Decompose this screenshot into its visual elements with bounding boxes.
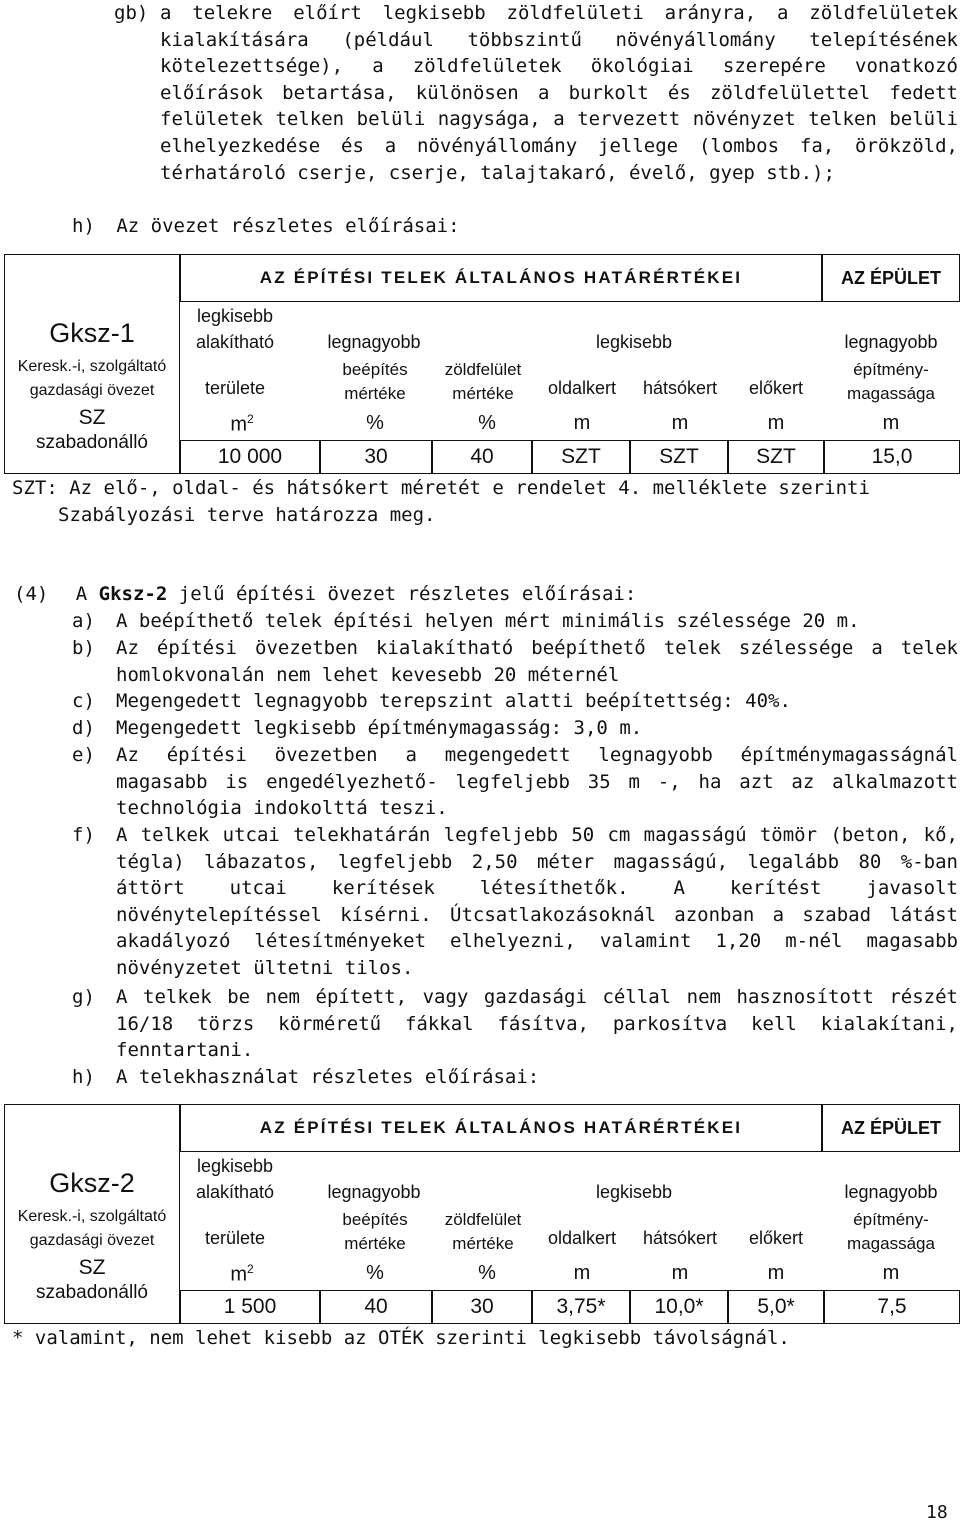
value-built: 40 bbox=[364, 1295, 388, 1318]
item-b: b) Az építési övezetben kialakítható beépíthető telek szélessége a telek homlokvonalán nem lehet kevesebb 20 méternél bbox=[72, 637, 958, 686]
page-number: 18 bbox=[926, 1502, 948, 1523]
item-c: c) Megengedett legnagyobb terepszint alatti beépítettség: 40%. bbox=[72, 690, 791, 712]
item-g: g) A telkek be nem épített, vagy gazdasági céllal nem hasznosított részét 16/18 törzs körméretű fákkal fásítva, parkosítva kell kialakítani, fenntartani. bbox=[72, 986, 958, 1062]
col-built-2: mértéke bbox=[344, 1234, 406, 1253]
unit-green: % bbox=[478, 412, 496, 434]
value-green: 30 bbox=[470, 1295, 494, 1318]
col-area-1: legkisebb bbox=[196, 306, 274, 326]
col-max: legnagyobb bbox=[327, 1182, 421, 1202]
list-item-gb bbox=[114, 0, 958, 186]
col-built-1: beépítés bbox=[342, 1210, 408, 1229]
col-green-2: mértéke bbox=[452, 384, 514, 403]
zone-code: Gksz-1 bbox=[49, 318, 135, 348]
value-back: SZT bbox=[659, 445, 699, 468]
zone-code: Gksz-2 bbox=[49, 1168, 135, 1198]
value-green: 40 bbox=[470, 445, 494, 468]
value-built: 30 bbox=[364, 445, 388, 468]
value-area: 1 500 bbox=[223, 1295, 277, 1318]
item-a: a) A beépíthető telek építési helyen mért minimális szélessége 20 m. bbox=[72, 610, 860, 632]
unit-built: % bbox=[366, 1262, 384, 1284]
value-side: SZT bbox=[561, 445, 601, 468]
zone-type-desc: szabadonálló bbox=[36, 432, 148, 453]
item-e: e) Az építési övezetben a megengedett legnagyobb építménymagasságnál magasabb is engedélyezhető- legfeljebb 35 m -, ha azt az alkalmazott technológia indokolttá teszi. bbox=[72, 744, 958, 820]
col-side: oldalkert bbox=[547, 378, 617, 398]
zone-desc-2: gazdasági övezet bbox=[29, 382, 155, 399]
table-header: AZ ÉPÍTÉSI TELEK ÁLTALÁNOS HATÁRÉRTÉKEI bbox=[259, 268, 743, 287]
item-f: f) A telkek utcai telekhatárán legfeljebb 50 cm magasságú tömör (beton, kő, tégla) lábazatos, legfeljebb 2,50 méter magasságú, legalább 80 %-ban áttört utcai kerítések létesíthetők. A kerítést javasolt növénytelepítéssel kísérni. Útcsatlakozásoknál azonban a szabad látást akadályozó létesítményeket elhelyezni, valamint 1,20 m-nél magasabb növényzetet ültetni tilos. bbox=[72, 824, 958, 979]
list-text: a telekre előírt legkisebb zöldfelületi arányra, a zöldfelületek kialakítására (például többszintű növényállomány telepítésének kötelezettsége), a zöldfelületek ökológiai szerepére vonatkozó előírások betartása, különösen a burkolt és zöldfelülettel fedett felületek telken belüli nagysága, a tervezett növényzet telken belüli elhelyezkedése és a növényállomány jellege (lombos fa, örökzöld, térhatároló cserje, cserje, talajtakaró, évelő, gyep stb.); bbox=[160, 2, 958, 184]
col-back: hátsókert bbox=[642, 1228, 718, 1248]
value-height: 15,0 bbox=[871, 445, 913, 468]
unit-front: m bbox=[767, 412, 785, 434]
col-front: előkert bbox=[748, 1228, 804, 1248]
unit-back: m bbox=[671, 412, 689, 434]
unit-front: m bbox=[767, 1262, 785, 1284]
col-area-2: alakítható bbox=[195, 332, 275, 352]
value-area: 10 000 bbox=[217, 445, 283, 468]
zone-type-desc: szabadonálló bbox=[36, 1282, 148, 1303]
unit-side: m bbox=[573, 412, 591, 434]
col-area-3: területe bbox=[204, 378, 266, 398]
col-min: legkisebb bbox=[595, 1182, 673, 1202]
col-min: legkisebb bbox=[595, 332, 673, 352]
list-item-h bbox=[72, 213, 460, 240]
list-label: h) bbox=[72, 215, 95, 237]
col-height-2: magassága bbox=[847, 384, 935, 403]
zone-type: SZ bbox=[78, 1256, 106, 1279]
value-back: 10,0* bbox=[654, 1295, 704, 1318]
item-h: h) A telekhasználat részletes előírásai: bbox=[72, 1066, 540, 1088]
col-max: legnagyobb bbox=[327, 332, 421, 352]
col-area-2: alakítható bbox=[195, 1182, 275, 1202]
zone-table-gksz1 bbox=[4, 254, 960, 474]
zone-table-gksz2 bbox=[4, 1104, 960, 1324]
unit-height: m bbox=[882, 1262, 900, 1284]
col-area-1: legkisebb bbox=[196, 1156, 274, 1176]
col-front: előkert bbox=[748, 378, 804, 398]
col-green-2: mértéke bbox=[452, 1234, 514, 1253]
col-height-1: építmény- bbox=[853, 360, 929, 379]
value-front: 5,0* bbox=[757, 1295, 795, 1318]
col-back: hátsókert bbox=[642, 378, 718, 398]
list-text: Az övezet részletes előírásai: bbox=[116, 215, 460, 237]
item-d: d) Megengedett legkisebb építménymagasság: 3,0 m. bbox=[72, 717, 643, 739]
zone-type: SZ bbox=[78, 406, 106, 429]
col-built-2: mértéke bbox=[344, 384, 406, 403]
col-side: oldalkert bbox=[547, 1228, 617, 1248]
col-bmax: legnagyobb bbox=[844, 332, 938, 352]
unit-area: $m^2$ bbox=[230, 412, 254, 436]
unit-height: m bbox=[882, 412, 900, 434]
col-bmax: legnagyobb bbox=[844, 1182, 938, 1202]
value-side: 3,75* bbox=[556, 1295, 606, 1318]
col-built-1: beépítés bbox=[342, 360, 408, 379]
unit-back: m bbox=[671, 1262, 689, 1284]
unit-area: $m^2$ bbox=[230, 1262, 254, 1286]
zone-desc-2: gazdasági övezet bbox=[29, 1232, 155, 1249]
footnote: * valamint, nem lehet kisebb az OTÉK szerinti legkisebb távolságnál. bbox=[12, 1327, 790, 1349]
section-intro-text: A Gksz-2 jelű építési övezet részletes előírásai: bbox=[75, 583, 637, 605]
szt-note: SZT: Az elő-, oldal- és hátsókert méretét e rendelet 4. melléklete szerinti Szabályozási terve határozza meg. bbox=[12, 477, 870, 526]
building-header: AZ ÉPÜLET bbox=[840, 1118, 941, 1138]
unit-built: % bbox=[366, 412, 384, 434]
col-green-1: zöldfelület bbox=[444, 360, 522, 379]
building-header: AZ ÉPÜLET bbox=[840, 268, 941, 288]
zone-desc-1: Keresk.-i, szolgáltató bbox=[17, 1208, 167, 1225]
section-intro bbox=[14, 581, 636, 608]
unit-side: m bbox=[573, 1262, 591, 1284]
col-area-3: területe bbox=[204, 1228, 266, 1248]
col-height-2: magassága bbox=[847, 1234, 935, 1253]
unit-green: % bbox=[478, 1262, 496, 1284]
section-number: (4) bbox=[14, 583, 49, 605]
value-height: 7,5 bbox=[877, 1295, 907, 1318]
value-front: SZT bbox=[756, 445, 796, 468]
zone-desc-1: Keresk.-i, szolgáltató bbox=[17, 358, 167, 375]
table-header: AZ ÉPÍTÉSI TELEK ÁLTALÁNOS HATÁRÉRTÉKEI bbox=[259, 1118, 743, 1137]
list-label: gb) bbox=[114, 2, 149, 24]
col-height-1: építmény- bbox=[853, 1210, 929, 1229]
col-green-1: zöldfelület bbox=[444, 1210, 522, 1229]
